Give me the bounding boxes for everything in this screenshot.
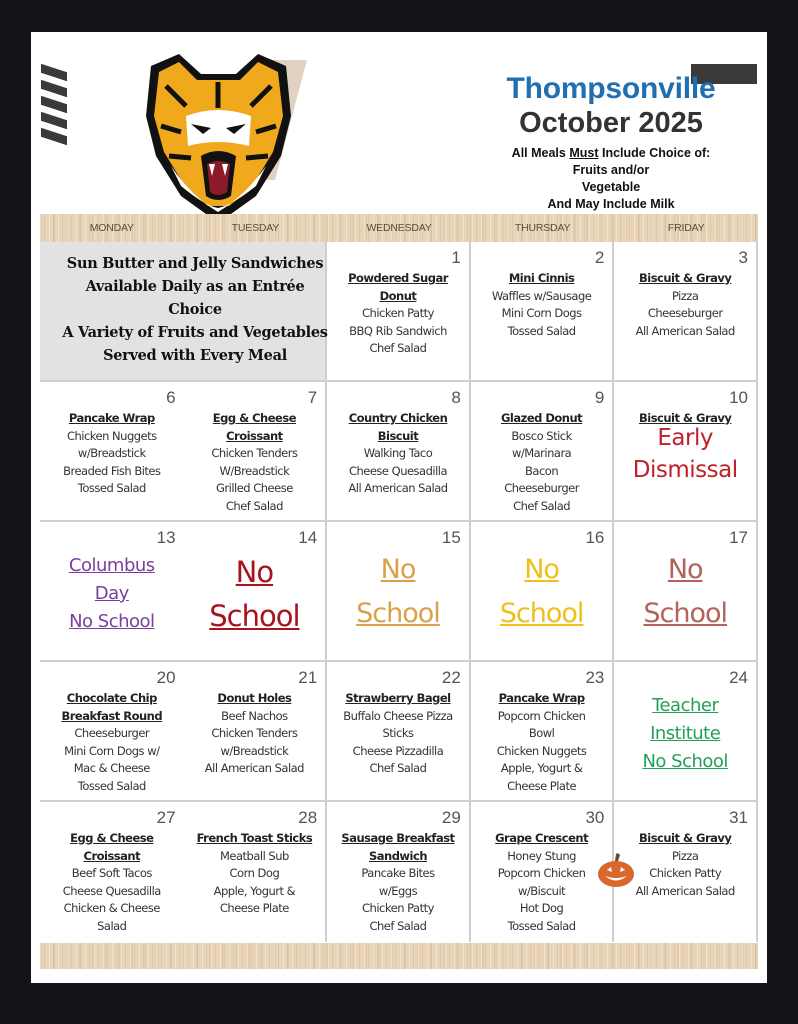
menu-item: All American Salad [635,323,735,338]
featured-breakfast: Sausage Breakfast Sandwich [341,831,455,863]
menu-item: w/Eggs [378,883,418,898]
featured-breakfast: Donut Holes [217,691,292,705]
day-cell-21 [184,662,328,802]
menu-item: Chef Salad [513,498,571,513]
menu-item: Sticks [382,726,414,740]
menu-item: Pancake Bites [361,866,435,880]
menu-item: Salad [97,918,127,933]
featured-breakfast: Biscuit & Gravy [638,411,732,425]
no-school-announcement [471,548,613,636]
day-number: 10 [729,388,748,407]
menu-list [471,270,613,340]
day-number: 8 [451,388,461,407]
featured-breakfast: Biscuit & Gravy [638,831,732,845]
featured-breakfast: Mini Cinnis [508,271,575,285]
day-cell-14 [184,522,328,662]
menu-item: All American Salad [204,761,304,775]
menu-item: Hot Dog [519,901,564,915]
menu-item: Breaded Fish Bites [63,463,161,478]
day-number: 13 [156,528,176,547]
day-number: 20 [156,668,176,687]
day-number: 15 [441,528,461,547]
menu-item: Chicken Patty [362,901,434,915]
menu-item: Tossed Salad [77,481,146,495]
weekday-friday: FRIDAY [667,222,705,234]
decorative-wood-footer [40,943,758,969]
day-number: 7 [307,388,318,407]
notice-line: Choice [168,301,222,318]
day-cell-17 [614,522,758,662]
announcement-line: School [356,598,440,629]
menu-item: Cheeseburger [74,726,150,740]
notice-line: Served with Every Meal [103,347,287,364]
day-number: 16 [585,528,605,547]
day-number: 24 [729,668,748,687]
day-cell-30 [471,802,615,942]
announcement-line: No [235,555,274,589]
menu-item: Walking Taco [363,446,433,460]
day-cell-15 [327,522,471,662]
menu-list [471,410,613,515]
meal-note-text: All Meals [511,146,570,160]
menu-item: Pizza [671,848,699,863]
announcement-line: Teacher [652,695,719,716]
menu-item: Grilled Cheese [215,481,293,495]
day-cell-28 [184,802,328,942]
day-cell-23 [471,662,615,802]
menu-item: Tossed Salad [77,778,146,793]
jack-o-lantern-icon [597,852,635,888]
menu-item: Honey Stung [507,848,576,863]
day-cell-3 [614,242,758,382]
announcement-line: No School [69,611,155,632]
day-number: 31 [729,808,748,827]
day-number: 9 [594,388,605,407]
menu-item: Meatball Sub [219,848,289,863]
menu-item: Waffles w/Sausage [491,288,592,303]
day-number: 27 [156,808,176,827]
day-number: 1 [451,248,461,267]
announcement-line: Day [94,583,129,604]
menu-item: Mini Corn Dogs [501,306,582,320]
tiger-mascot-icon [131,46,306,216]
day-number: 30 [585,808,605,827]
menu-list [40,830,184,935]
menu-item: All American Salad [635,883,735,898]
menu-list [184,410,326,515]
announcement-line: Dismissal [632,457,738,483]
weekday-header [40,214,758,242]
weekday-tuesday: TUESDAY [231,222,280,234]
daily-notice-cell [40,242,327,382]
title-block [481,72,741,213]
menu-item: All American Salad [348,481,448,495]
day-number: 23 [585,668,605,687]
meal-note-line: Vegetable [581,180,641,194]
day-cell-2 [471,242,615,382]
menu-item: Tossed Salad [507,918,576,933]
day-cell-8 [327,382,471,522]
menu-item: Chicken Nuggets [496,743,587,758]
menu-item: Mac & Cheese [73,761,150,775]
day-cell-9 [471,382,615,522]
meal-requirements-note [481,145,741,213]
menu-item: Beef Nachos [221,708,288,723]
menu-item: Buffalo Cheese Pizza [343,708,453,723]
menu-item: Popcorn Chicken [497,708,586,723]
meal-note-line: And May Include Milk [547,197,675,211]
announcement-line: Early [657,425,713,451]
no-school-announcement [184,550,326,638]
day-number: 14 [298,528,318,547]
menu-item: Mini Corn Dogs w/ [64,743,160,758]
menu-list [327,830,469,935]
day-number: 22 [441,668,461,687]
menu-item: BBQ Rib Sandwich [349,323,447,338]
announcement-line: No [667,554,703,585]
weekday-monday: MONDAY [89,222,134,234]
menu-list [184,690,326,778]
day-number: 21 [298,668,318,687]
notice-line: A Variety of Fruits and Vegetables [62,324,328,341]
school-name: Thompsonville [506,72,716,105]
day-number: 3 [738,248,748,267]
menu-item: W/Breadstick [219,463,290,478]
menu-list [471,830,613,935]
menu-item: Chef Salad [369,918,427,933]
menu-item: Cheese Quesadilla [348,463,448,478]
featured-breakfast: Strawberry Bagel [345,691,451,705]
day-number: 17 [729,528,748,547]
day-cell-10 [614,382,758,522]
menu-item: Popcorn Chicken [497,866,586,880]
day-number: 2 [594,248,605,267]
featured-breakfast: Egg & Cheese Croissant [70,831,154,863]
weekday-thursday: THURSDAY [514,222,571,234]
announcement-line: No [380,554,416,585]
menu-list [614,270,756,340]
weekday-wednesday: WEDNESDAY [366,222,432,234]
featured-breakfast: French Toast Sticks [196,831,313,845]
featured-breakfast: Glazed Donut [500,411,583,425]
menu-item: Cheese Plate [507,778,577,793]
menu-item: Cheese Plate [219,901,289,915]
announcement-line: Institute [650,723,721,744]
menu-page [31,32,767,983]
menu-item: Cheeseburger [504,481,579,495]
featured-breakfast: Pancake Wrap [498,691,585,705]
day-cell-20 [40,662,184,802]
menu-item: Apple, Yogurt & [500,761,583,775]
announcement-line: No [524,554,559,585]
menu-list [40,690,184,795]
day-cell-27 [40,802,184,942]
day-cell-22 [327,662,471,802]
menu-item: Cheeseburger [647,306,723,320]
menu-item: Chicken Nuggets [66,428,157,443]
menu-item: Cheese Quesadilla [62,883,161,898]
menu-item: Bacon [525,463,559,478]
menu-list [471,690,613,795]
featured-breakfast: Country Chicken Biscuit [348,411,448,443]
day-cell-16 [471,522,615,662]
menu-item: Bowl [528,726,555,740]
day-cell-31 [614,802,758,942]
no-school-announcement [614,548,756,636]
menu-item: Chicken Tenders [211,726,298,740]
day-number: 6 [166,388,176,407]
featured-breakfast: Grape Crescent [495,831,589,845]
menu-item: Cheese Pizzadilla [352,743,444,758]
calendar-grid [40,242,758,942]
day-cell-7 [184,382,328,522]
menu-list [327,690,469,778]
menu-item: Chicken & Cheese [63,901,160,915]
menu-item: Beef Soft Tacos [71,866,152,880]
daily-notice [40,252,350,367]
announcement-line: School [209,599,300,633]
featured-breakfast: Biscuit & Gravy [638,271,732,285]
menu-item: Chicken Tenders [211,446,298,460]
day-number: 28 [298,808,318,827]
no-school-announcement [327,548,469,636]
early-dismissal-announcement [614,422,756,486]
menu-item: Chicken Patty [362,306,434,320]
month-year: October 2025 [519,107,703,139]
teacher-institute-announcement [614,692,756,776]
menu-item: Corn Dog [229,866,280,880]
day-cell-13 [40,522,184,662]
menu-item: Chef Salad [369,341,427,355]
menu-item: Bosco Stick [511,428,572,443]
menu-item: Chef Salad [369,761,427,775]
menu-item: w/Marinara [511,446,572,460]
menu-list [614,830,756,900]
menu-item: Tossed Salad [507,323,576,338]
announcement-line: School [643,598,728,629]
menu-list [184,830,326,918]
menu-item: Chef Salad [225,498,283,513]
menu-list [327,410,469,498]
menu-item: Chicken Patty [649,866,722,880]
menu-item: w/Breadstick [77,446,146,460]
columbus-day-announcement [40,552,184,636]
announcement-line: No School [642,751,728,772]
decorative-stripes [41,68,71,158]
meal-note-emphasis: Must [569,146,599,160]
menu-item: w/Breadstick [220,743,289,758]
featured-breakfast: Pancake Wrap [68,411,155,425]
meal-note-text: Include Choice of: [598,146,711,160]
notice-line: Sun Butter and Jelly Sandwiches [66,255,324,272]
featured-breakfast: Chocolate Chip Breakfast Round [61,691,163,723]
featured-breakfast: Egg & Cheese Croissant [212,411,296,443]
notice-line: Available Daily as an Entrée [85,278,305,295]
featured-breakfast: Powdered Sugar Donut [348,271,448,303]
announcement-line: Columbus [68,555,155,576]
announcement-line: School [499,598,584,629]
day-cell-6 [40,382,184,522]
day-cell-24 [614,662,758,802]
menu-item: Apple, Yogurt & [213,883,296,898]
menu-item: w/Biscuit [518,883,566,898]
day-number: 29 [441,808,461,827]
day-cell-29 [327,802,471,942]
meal-note-line: Fruits and/or [572,163,650,177]
menu-item: Pizza [671,288,699,303]
menu-list [40,410,184,498]
